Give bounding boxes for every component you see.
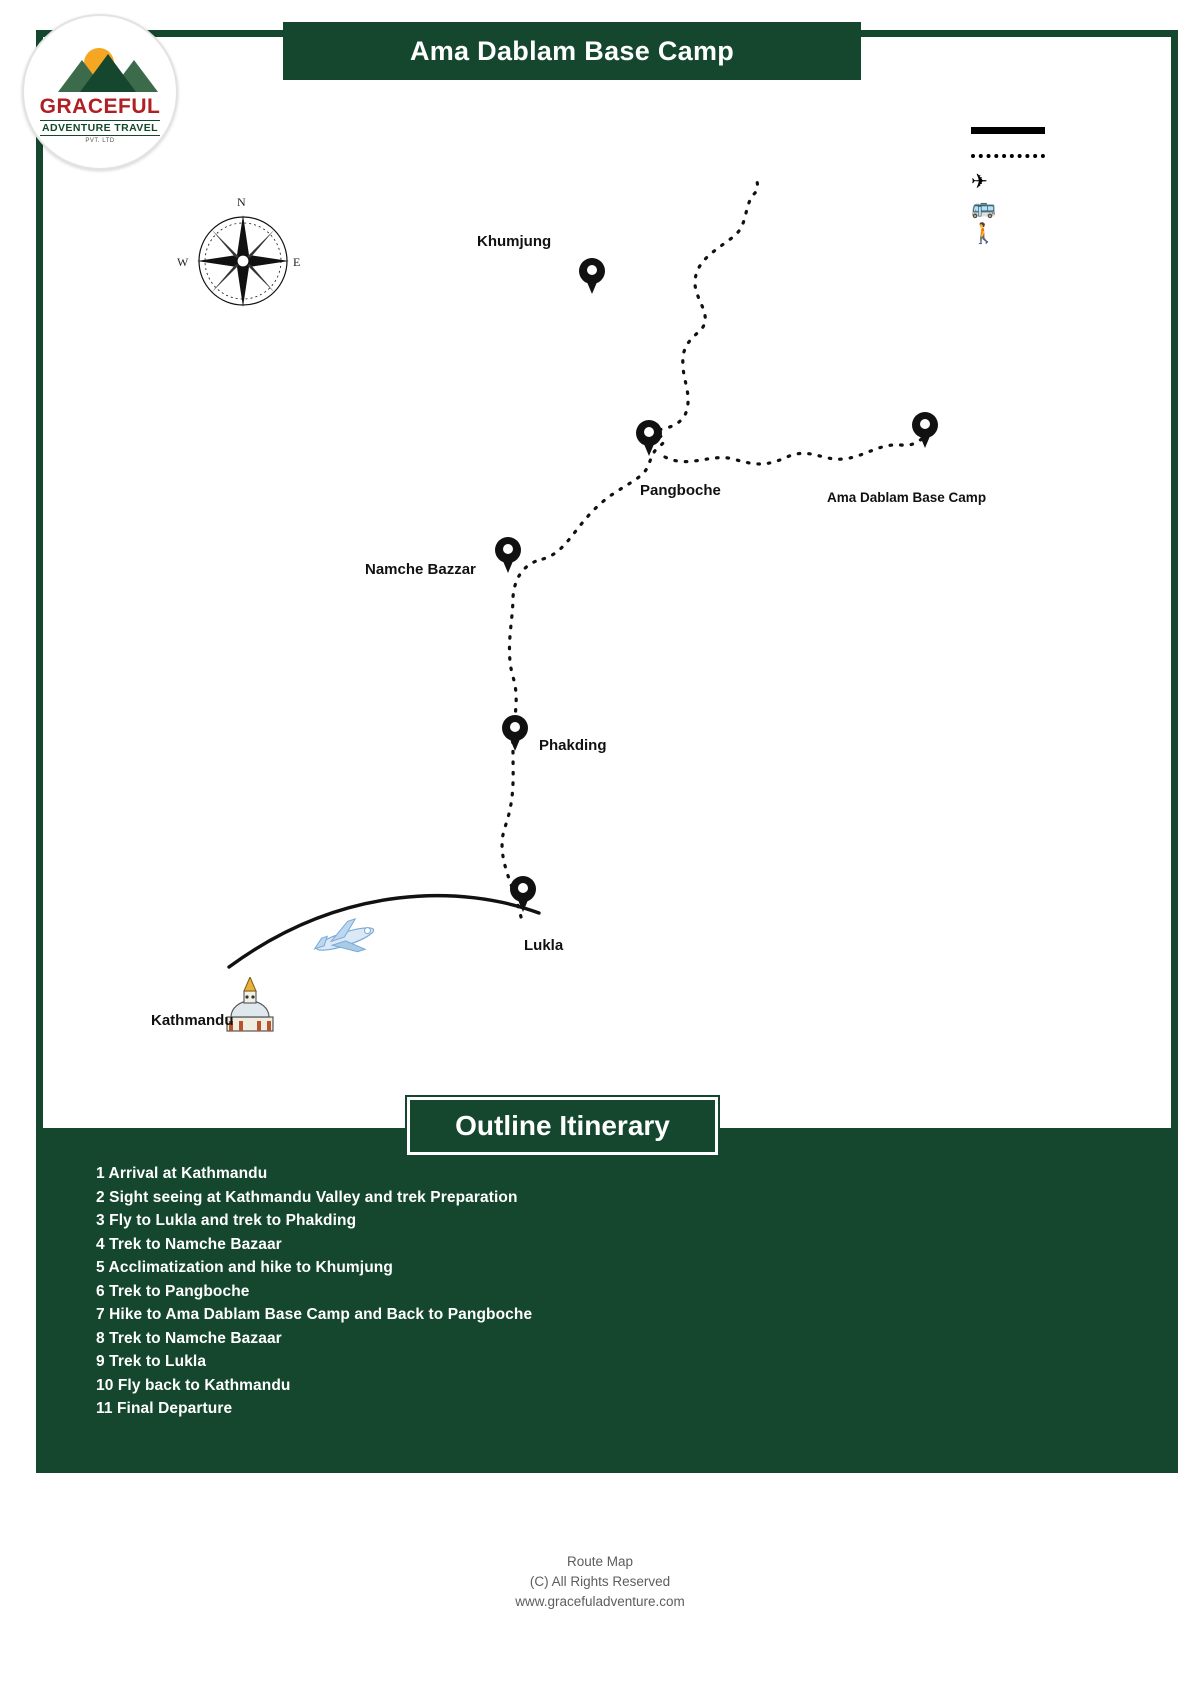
logo-company-subtitle: ADVENTURE TRAVEL: [42, 122, 158, 134]
pin-tip-icon: [917, 429, 933, 448]
footer: [0, 1552, 1200, 1612]
legend-item-bus: [971, 195, 1061, 221]
map-legend: [971, 117, 1061, 247]
list-item: 3 Fly to Lukla and trek to Phakding: [96, 1212, 357, 1229]
itinerary-heading: Outline Itinerary: [407, 1097, 718, 1155]
map-canvas: [43, 37, 1171, 1227]
logo-tagline: PVT. LTD: [85, 138, 115, 144]
list-item: 9 Trek to Lukla: [96, 1353, 207, 1370]
plane-icon: ✈: [971, 171, 988, 193]
map-label-lukla: Lukla: [524, 937, 564, 954]
pin-dot-icon: [920, 419, 930, 429]
pin-tip-icon: [515, 893, 531, 912]
list-item: 2 Sight seeing at Kathmandu Valley and trek Preparation: [96, 1188, 518, 1206]
list-item: 8 Trek to Namche Bazaar: [96, 1329, 282, 1347]
compass-rose: [177, 195, 303, 337]
logo-company-name: GRACEFUL: [39, 95, 161, 118]
map-label-khumjung: Khumjung: [477, 233, 552, 250]
map-label-kathmandu: Kathmandu: [151, 1012, 234, 1029]
compass-east-label: E: [293, 255, 301, 269]
legend-item-flight: [971, 169, 1061, 195]
map-label-namche-bazzar: Namche Bazzar: [365, 561, 476, 578]
list-item: 11 Final Departure: [96, 1400, 233, 1417]
solid-line-icon: [971, 127, 1045, 134]
itinerary-panel: [36, 1128, 1178, 1473]
pin-tip-icon: [507, 732, 523, 751]
page-title: Ama Dablam Base Camp: [283, 22, 861, 80]
list-item: 1 Arrival at Kathmandu: [96, 1165, 268, 1182]
compass-west-label: W: [177, 255, 189, 269]
pin-dot-icon: [587, 265, 597, 275]
list-item: 5 Acclimatization and hike to Khumjung: [96, 1259, 393, 1276]
pin-dot-icon: [503, 544, 513, 554]
list-item: 7 Hike to Ama Dablam Base Camp and Back to Pangboche: [96, 1306, 533, 1323]
pin-dot-icon: [644, 427, 654, 437]
map-label-pangboche: Pangboche: [640, 482, 721, 499]
itinerary-list: [64, 1162, 1178, 1421]
peak-center-icon: [80, 54, 136, 92]
footer-line-website: www.gracefuladventure.com: [515, 1594, 685, 1609]
trek-path-khumjung-spur: [649, 181, 758, 431]
list-item: 6 Trek to Pangboche: [96, 1282, 250, 1300]
pin-tip-icon: [500, 554, 516, 573]
legend-item-dotted-line: [971, 143, 1061, 169]
trekker-icon: 🚶: [971, 223, 996, 245]
pin-dot-icon: [510, 722, 520, 732]
company-logo: [22, 14, 178, 170]
map-pin-namche-bazzar[interactable]: [495, 537, 521, 573]
map-pin-pangboche[interactable]: [636, 420, 662, 456]
dotted-line-icon: [971, 154, 1045, 158]
map-pin-ama-dablam-base-camp[interactable]: [912, 412, 938, 448]
map-label-ama-dablam-base-camp: Ama Dablam Base Camp: [827, 490, 987, 505]
pin-tip-icon: [584, 275, 600, 294]
pin-dot-icon: [518, 883, 528, 893]
map-pin-khumjung[interactable]: [579, 258, 605, 294]
compass-north-label: N: [237, 195, 246, 209]
map-pin-phakding[interactable]: [502, 715, 528, 751]
list-item: 10 Fly back to Kathmandu: [96, 1376, 291, 1394]
map-label-phakding: Phakding: [539, 737, 607, 754]
list-item: 4 Trek to Namche Bazaar: [96, 1235, 282, 1253]
bus-icon: 🚌: [971, 197, 996, 219]
map-pin-lukla[interactable]: [510, 876, 536, 912]
airplane-icon: [305, 913, 385, 965]
legend-item-trekker: [971, 221, 1061, 247]
footer-line-route-map: Route Map: [566, 1554, 634, 1569]
logo-mountain-icon: [54, 46, 146, 92]
legend-item-solid-line: [971, 117, 1061, 143]
pin-tip-icon: [641, 437, 657, 456]
trek-path-pangboche-abc: [665, 431, 933, 464]
footer-line-copyright: (C) All Rights Reserved: [529, 1574, 671, 1589]
